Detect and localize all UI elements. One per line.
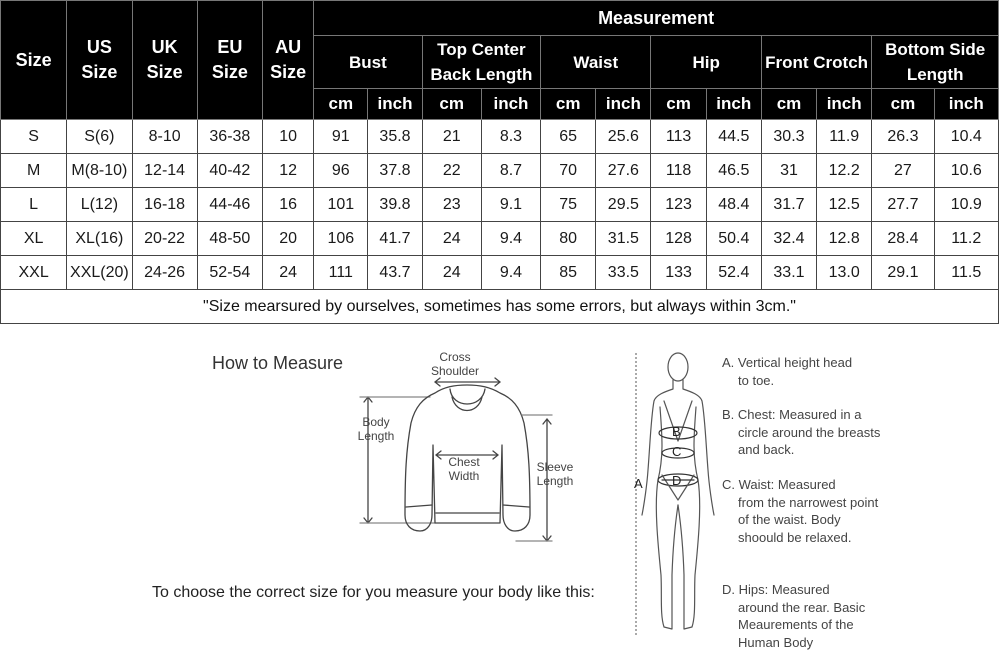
table-cell: M(8-10) [67, 154, 132, 188]
table-cell: 46.5 [706, 154, 761, 188]
table-cell: 11.2 [934, 222, 998, 256]
table-cell: 29.5 [596, 188, 651, 222]
table-cell: 12.5 [817, 188, 872, 222]
header-us-size: US Size [67, 1, 132, 120]
note-height-rest: to toe. [738, 372, 775, 388]
table-row [1, 154, 999, 188]
note-chest-first: B. Chest: Measured in a [722, 407, 862, 422]
table-cell: 10.9 [934, 188, 998, 222]
table-cell: 31 [761, 154, 816, 188]
table-cell: L(12) [67, 188, 132, 222]
table-cell: M [1, 154, 67, 188]
table-cell: 106 [314, 222, 368, 256]
table-cell: 9.4 [481, 222, 540, 256]
header-uk-size: UK Size [132, 1, 197, 120]
note-height-first: A. Vertical height head [722, 355, 853, 370]
table-cell: 23 [422, 188, 481, 222]
table-cell: 123 [651, 188, 706, 222]
table-row [1, 188, 999, 222]
note-hips-first: D. Hips: Measured [722, 582, 830, 597]
table-cell: 24 [422, 256, 481, 290]
unit-header-6: cm [651, 89, 706, 120]
table-cell: 24 [422, 222, 481, 256]
header-waist: Waist [541, 36, 651, 89]
header-size: Size [1, 1, 67, 120]
table-row [1, 222, 999, 256]
table-cell: 12.2 [817, 154, 872, 188]
table-cell: 29.1 [872, 256, 934, 290]
table-cell: 26.3 [872, 120, 934, 154]
table-cell: 31.7 [761, 188, 816, 222]
note-waist [722, 476, 882, 546]
head-outline [668, 353, 688, 381]
note-height [722, 354, 882, 389]
body-letter-a: A [634, 476, 643, 491]
table-cell: 8.7 [481, 154, 540, 188]
table-cell: XL(16) [67, 222, 132, 256]
table-cell: S(6) [67, 120, 132, 154]
table-cell: 65 [541, 120, 596, 154]
table-cell: 20-22 [132, 222, 197, 256]
header-hip: Hip [651, 36, 761, 89]
unit-header-11: inch [934, 89, 998, 120]
table-cell: 52-54 [197, 256, 262, 290]
body-letter-b: B [672, 424, 681, 439]
header-top-center-back-length: Top Center Back Length [422, 36, 540, 89]
table-cell: 75 [541, 188, 596, 222]
table-cell: 91 [314, 120, 368, 154]
table-cell: 118 [651, 154, 706, 188]
table-cell: 16 [263, 188, 314, 222]
table-cell: 10.6 [934, 154, 998, 188]
table-cell: 11.9 [817, 120, 872, 154]
table-row [1, 120, 999, 154]
table-cell: XXL [1, 256, 67, 290]
size-chart-table [0, 0, 999, 324]
table-cell: 39.8 [368, 188, 422, 222]
cross-shoulder-label: Cross Shoulder [430, 350, 480, 378]
table-row [1, 256, 999, 290]
body-figure-diagram [628, 345, 718, 645]
table-cell: 85 [541, 256, 596, 290]
how-to-measure-title: How to Measure [212, 353, 344, 373]
table-cell: 36-38 [197, 120, 262, 154]
table-cell: 113 [651, 120, 706, 154]
measurement-note: "Size mearsured by ourselves, sometimes has some errors, but always within 3cm." [1, 290, 999, 324]
unit-header-10: cm [872, 89, 934, 120]
unit-header-4: cm [541, 89, 596, 120]
table-cell: XL [1, 222, 67, 256]
body-length-label: Body Length [357, 415, 395, 443]
header-eu-size: EU Size [197, 1, 262, 120]
table-cell: 11.5 [934, 256, 998, 290]
table-cell: 44-46 [197, 188, 262, 222]
table-cell: 33.1 [761, 256, 816, 290]
table-cell: 37.8 [368, 154, 422, 188]
table-cell: S [1, 120, 67, 154]
table-cell: 22 [422, 154, 481, 188]
table-cell: 10.4 [934, 120, 998, 154]
unit-header-9: inch [817, 89, 872, 120]
table-cell: 12-14 [132, 154, 197, 188]
table-cell: 32.4 [761, 222, 816, 256]
table-cell: 28.4 [872, 222, 934, 256]
table-cell: 20 [263, 222, 314, 256]
table-cell: XXL(20) [67, 256, 132, 290]
table-cell: 40-42 [197, 154, 262, 188]
table-cell: 9.4 [481, 256, 540, 290]
table-cell: 101 [314, 188, 368, 222]
table-cell: 12 [263, 154, 314, 188]
body-letter-c: C [672, 444, 682, 459]
table-cell: 128 [651, 222, 706, 256]
unit-header-5: inch [596, 89, 651, 120]
body-letter-d: D [672, 473, 682, 488]
table-cell: 8.3 [481, 120, 540, 154]
unit-header-2: cm [422, 89, 481, 120]
header-measurement: Measurement [314, 1, 999, 36]
table-cell: 48.4 [706, 188, 761, 222]
table-cell: 10 [263, 120, 314, 154]
unit-header-1: inch [368, 89, 422, 120]
table-cell: 35.8 [368, 120, 422, 154]
table-cell: 24-26 [132, 256, 197, 290]
table-cell: 48-50 [197, 222, 262, 256]
table-cell: 50.4 [706, 222, 761, 256]
table-cell: 111 [314, 256, 368, 290]
note-chest-rest: circle around the breasts and back. [738, 424, 881, 457]
measure-instruction: To choose the correct size for you measure your body like this: [152, 584, 595, 601]
table-cell: L [1, 188, 67, 222]
table-cell: 43.7 [368, 256, 422, 290]
table-cell: 52.4 [706, 256, 761, 290]
table-cell: 16-18 [132, 188, 197, 222]
sleeve-length-label: Sleeve Length [536, 460, 574, 488]
table-cell: 25.6 [596, 120, 651, 154]
note-waist-rest: from the narrowest point of the waist. Body shoould be relaxed. [738, 494, 879, 545]
note-chest [722, 406, 882, 459]
header-front-crotch: Front Crotch [761, 36, 871, 89]
table-cell: 21 [422, 120, 481, 154]
header-bust: Bust [314, 36, 422, 89]
table-cell: 41.7 [368, 222, 422, 256]
table-cell: 8-10 [132, 120, 197, 154]
header-bottom-side-length: Bottom Side Length [872, 36, 999, 89]
note-hips-rest: around the rear. Basic Meaurements of the Human Body [738, 599, 866, 650]
table-cell: 13.0 [817, 256, 872, 290]
table-cell: 133 [651, 256, 706, 290]
table-cell: 27.7 [872, 188, 934, 222]
table-cell: 12.8 [817, 222, 872, 256]
unit-header-0: cm [314, 89, 368, 120]
table-cell: 31.5 [596, 222, 651, 256]
table-cell: 96 [314, 154, 368, 188]
unit-header-8: cm [761, 89, 816, 120]
table-cell: 44.5 [706, 120, 761, 154]
unit-header-3: inch [481, 89, 540, 120]
unit-header-7: inch [706, 89, 761, 120]
header-au-size: AU Size [263, 1, 314, 120]
note-hips [722, 581, 882, 651]
table-cell: 27.6 [596, 154, 651, 188]
table-cell: 27 [872, 154, 934, 188]
table-cell: 80 [541, 222, 596, 256]
table-cell: 70 [541, 154, 596, 188]
table-cell: 9.1 [481, 188, 540, 222]
table-cell: 30.3 [761, 120, 816, 154]
note-waist-first: C. Waist: Measured [722, 477, 836, 492]
table-cell: 33.5 [596, 256, 651, 290]
table-cell: 24 [263, 256, 314, 290]
chest-width-label: Chest Width [448, 455, 480, 483]
